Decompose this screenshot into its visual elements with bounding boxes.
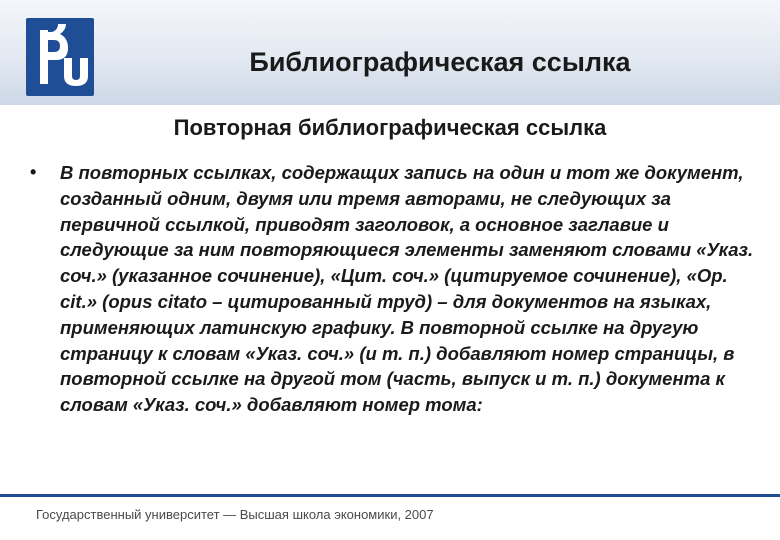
footer-divider (0, 494, 780, 497)
slide-subtitle: Повторная библиографическая ссылка (173, 115, 607, 140)
bullet-item (30, 160, 760, 418)
slide-title: Библиографическая ссылка (249, 47, 631, 77)
footer-text: Государственный университет — Высшая школа экономики, 2007 (36, 507, 434, 522)
bullet-list (30, 160, 760, 418)
hse-logo-icon (26, 18, 94, 96)
bullet-text: В повторных ссылках, содержащих запись на один и тот же документ, созданный одним, двумя или тремя авторами, не следующих за первичной ссылкой, приводят заголовок, а основное заглавие и следующие за ним повторяющиеся элементы заменяют словами «Указ. соч.» (указанное сочинение), «Цит. соч.» (цитируемое сочинение), «Op. cit.» (opus citato – цитированный труд) – для документов на языках, применяющих латинскую графику. В повторной ссылке на другую страницу к словам «Указ. соч.» (и т. п.) добавляют номер страницы, в повторной ссылке на другой том (часть, выпуск и т. п.) документа к словам «Указ. соч.» добавляют номер тома: (60, 162, 754, 416)
bullet-marker: • (30, 162, 37, 182)
